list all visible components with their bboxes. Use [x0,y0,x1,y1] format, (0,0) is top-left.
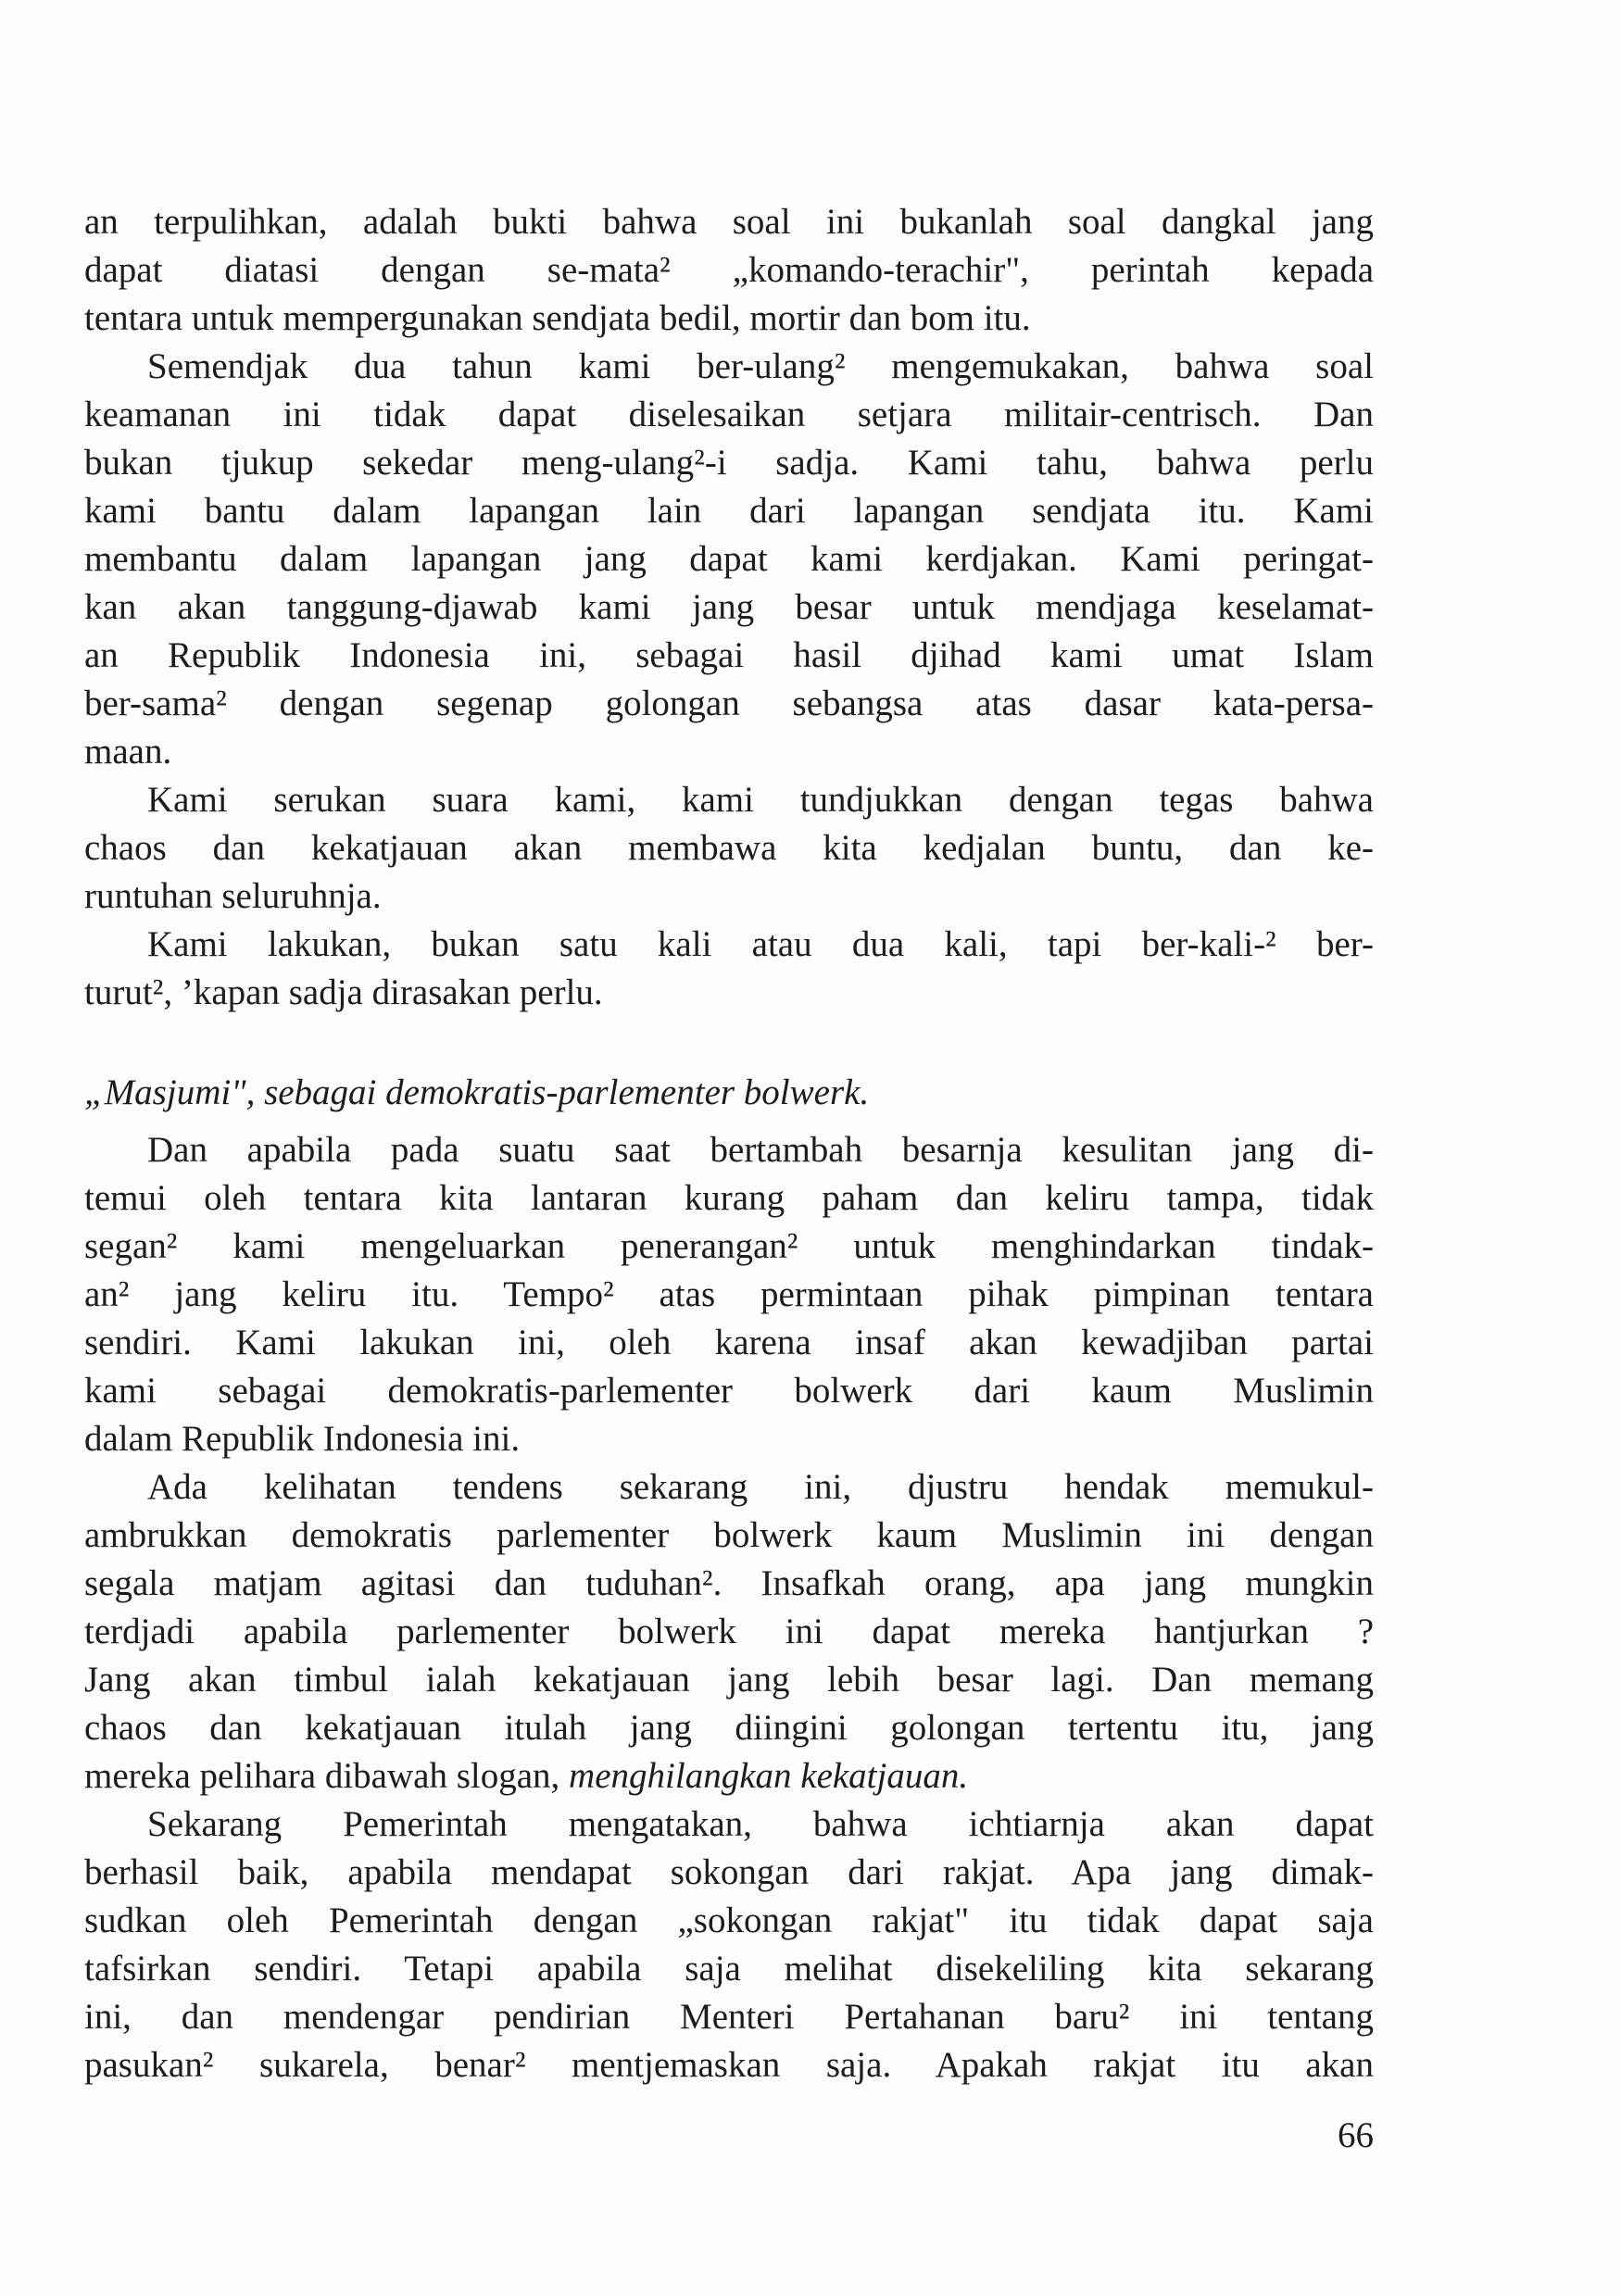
text-line: pasukan² sukarela, benar² mentjemaskan saja. Apakah rakjat itu akan [84,2045,1374,2085]
text-line: Dan apabila pada suatu saat bertambah besarnja kesulitan jang di- [147,1130,1374,1170]
text-line: segala matjam agitasi dan tuduhan². Insafkah orang, apa jang mungkin [84,1563,1374,1603]
text-line: ambrukkan demokratis parlementer bolwerk kaum Muslimin ini dengan [84,1515,1374,1555]
text-line: berhasil baik, apabila mendapat sokongan dari rakjat. Apa jang dimak- [84,1852,1374,1892]
text-line: temui oleh tentara kita lantaran kurang paham dan keliru tampa, tidak [84,1178,1374,1218]
text-line: runtuhan seluruhnja. [84,876,382,916]
text-line: sudkan oleh Pemerintah dengan „sokongan rakjat" itu tidak dapat saja [84,1901,1374,1940]
text-line: Ada kelihatan tendens sekarang ini, djustru hendak memukul- [147,1467,1374,1507]
text-line: terdjadi apabila parlementer bolwerk ini dapat mereka hantjurkan ? [84,1612,1374,1651]
paragraph-7 [84,1800,1374,2089]
paragraph-continuation [84,198,1374,343]
paragraph-5 [84,1126,1374,1463]
text-line: Semendjak dua tahun kami ber-ulang² mengemukakan, bahwa soal [147,346,1374,386]
paragraph-6 [84,1463,1374,1800]
text-line: keamanan ini tidak dapat diselesaikan setjara militair-centrisch. Dan [84,395,1374,434]
page-number: 66 [1338,2115,1374,2155]
text-line [84,1752,1374,1800]
text-line: kami sebagai demokratis-parlementer bolwerk dari kaum Muslimin [84,1371,1374,1411]
text-line: Jang akan timbul ialah kekatjauan jang lebih besar lagi. Dan memang [84,1660,1374,1700]
text-line: chaos dan kekatjauan itulah jang diingini golongan tertentu itu, jang [84,1708,1374,1748]
text-line: segan² kami mengeluarkan penerangan² untuk menghindarkan tindak- [84,1226,1374,1266]
text-line: sendiri. Kami lakukan ini, oleh karena insaf akan kewadjiban partai [84,1323,1374,1362]
page-text [84,198,1374,2160]
text-line: chaos dan kekatjauan akan membawa kita kedjalan buntu, dan ke- [84,828,1374,868]
text-line: kami bantu dalam lapangan lain dari lapangan sendjata itu. Kami [84,491,1374,531]
text-line: an² jang keliru itu. Tempo² atas permintaan pihak pimpinan tentara [84,1274,1374,1314]
text-line: tafsirkan sendiri. Tetapi apabila saja melihat disekeliling kita sekarang [84,1949,1374,1989]
section-heading: „Masjumi", sebagai demokratis-parlementer bolwerk. [84,1073,870,1112]
text-line: bukan tjukup sekedar meng-ulang²-i sadja. Kami tahu, bahwa perlu [84,443,1374,483]
text-line: ini, dan mendengar pendirian Menteri Pertahanan baru² ini tentang [84,1997,1374,2037]
paragraph-2 [84,343,1374,776]
text-line: maan. [84,732,172,772]
text-segment: mereka pelihara dibawah slogan, [84,1756,570,1796]
text-line: turut², ’kapan sadja dirasakan perlu. [84,972,603,1012]
text-line: an Republik Indonesia ini, sebagai hasil djihad kami umat Islam [84,635,1374,675]
text-line: kan akan tanggung-djawab kami jang besar untuk mendjaga keselamat- [84,587,1374,627]
paragraph-4 [84,921,1374,1017]
italic-phrase: menghilangkan kekatjauan. [569,1756,969,1796]
text-line: membantu dalam lapangan jang dapat kami kerdjakan. Kami peringat- [84,539,1374,579]
text-line: tentara untuk mempergunakan sendjata bedil, mortir dan bom itu. [84,298,1031,338]
text-line: Sekarang Pemerintah mengatakan, bahwa ichtiarnja akan dapat [147,1804,1374,1844]
text-line: Kami lakukan, bukan satu kali atau dua kali, tapi ber-kali-² ber- [147,924,1374,964]
text-line: dapat diatasi dengan se-mata² „komando-terachir", perintah kepada [84,250,1374,290]
paragraph-3 [84,776,1374,921]
text-line: dalam Republik Indonesia ini. [84,1419,521,1459]
text-line: Kami serukan suara kami, kami tundjukkan dengan tegas bahwa [147,780,1374,820]
text-line: ber-sama² dengan segenap golongan sebangsa atas dasar kata-persa- [84,684,1374,723]
text-line: an terpulihkan, adalah bukti bahwa soal ini bukanlah soal dangkal jang [84,202,1374,242]
